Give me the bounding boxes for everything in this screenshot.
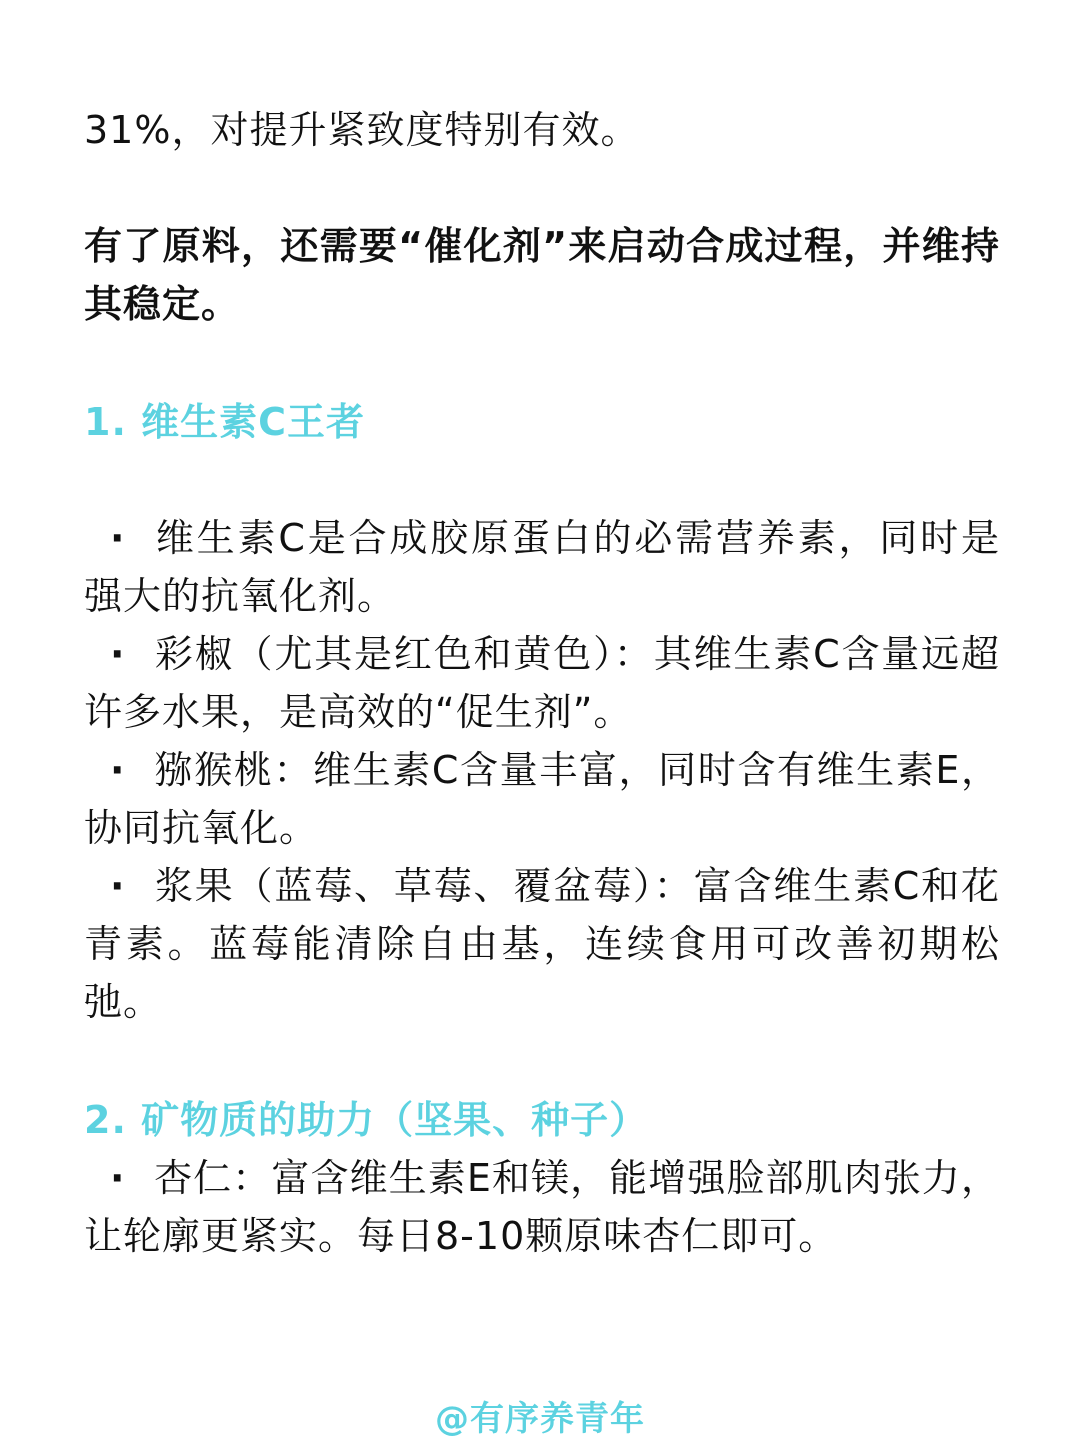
author-watermark: @有序养青年 [435,1399,645,1439]
list-item-text: 杏仁：富含维生素E和镁，能增强脸部肌肉张力，让轮廓更紧实。每日8-10颗原味杏仁即可。 [84,1156,1000,1258]
bullet-dot: · [110,1156,126,1200]
section-heading-vitamin-c: 1. 维生素C王者 [84,400,365,444]
list-item-text: 猕猴桃：维生素C含量丰富，同时含有维生素E，协同抗氧化。 [84,748,1000,850]
vitamin-c-bullet-list [84,509,1000,1031]
spacer [84,333,1000,393]
spacer [84,451,1000,509]
list-item [84,741,1000,857]
bullet-dot: · [110,748,126,792]
bullet-dot: · [110,632,126,676]
article-content [84,101,1000,1265]
list-item-text: 维生素C是合成胶原蛋白的必需营养素，同时是强大的抗氧化剂。 [84,516,1000,618]
intro-paragraph: 31%，对提升紧致度特别有效。 [84,108,640,152]
catalyst-paragraph: 有了原料，还需要“催化剂”来启动合成过程，并维持其稳定。 [84,224,1000,326]
list-item [84,857,1000,1031]
list-item [84,509,1000,625]
spacer [84,1031,1000,1091]
bullet-dot: · [110,864,126,908]
list-item-text: 彩椒（尤其是红色和黄色）：其维生素C含量远超许多水果，是高效的“促生剂”。 [84,632,1000,734]
bullet-dot: · [110,516,126,560]
minerals-bullet-list [84,1149,1000,1265]
spacer [84,159,1000,217]
section-heading-minerals: 2. 矿物质的助力（坚果、种子） [84,1098,649,1142]
list-item [84,1149,1000,1265]
list-item [84,625,1000,741]
list-item-text: 浆果（蓝莓、草莓、覆盆莓）：富含维生素C和花青素。蓝莓能清除自由基，连续食用可改善初期松弛。 [84,864,1000,1024]
